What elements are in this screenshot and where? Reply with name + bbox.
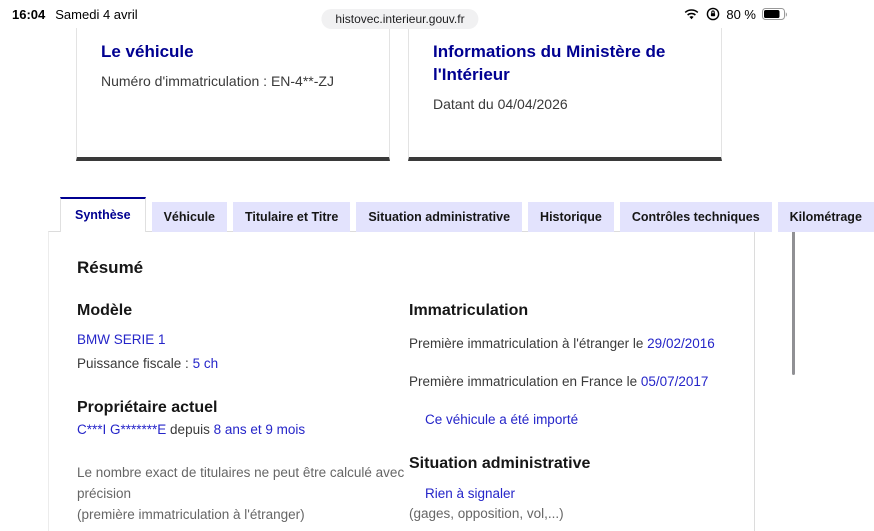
owner-since-value: 8 ans et 9 mois bbox=[213, 422, 306, 437]
vehicle-card bbox=[76, 28, 390, 161]
tab-synthese[interactable]: Synthèse bbox=[60, 197, 146, 232]
admin-status-note: (gages, opposition, vol,...) bbox=[409, 506, 564, 521]
first-registration-france-date: 05/07/2017 bbox=[640, 374, 709, 389]
fiscal-power-line bbox=[77, 356, 409, 371]
report-date: Datant du 04/04/2026 bbox=[433, 95, 568, 112]
rotation-lock-icon bbox=[706, 7, 720, 21]
browser-url-pill[interactable]: histovec.interieur.gouv.fr bbox=[321, 9, 478, 29]
imported-vehicle-link[interactable]: Ce véhicule a été importé bbox=[425, 412, 579, 427]
first-registration-abroad-label: Première immatriculation à l'étranger le bbox=[409, 336, 648, 351]
panel-title: Résumé bbox=[77, 258, 144, 277]
page-scrollbar[interactable] bbox=[792, 220, 795, 375]
first-registration-abroad-line bbox=[409, 336, 724, 351]
ministry-card-title: Informations du Ministère de l'Intérieur bbox=[433, 42, 666, 84]
admin-status-link[interactable]: Rien à signaler bbox=[425, 486, 516, 501]
tab-situation-administrative[interactable]: Situation administrative bbox=[356, 202, 522, 232]
first-registration-france-line bbox=[409, 374, 724, 389]
owner-count-note-paren: (première immatriculation à l'étranger) bbox=[77, 506, 305, 522]
tab-vehicule[interactable]: Véhicule bbox=[152, 202, 227, 232]
first-registration-france-label: Première immatriculation en France le bbox=[409, 374, 641, 389]
owner-count-note-text: Le nombre exact de titulaires ne peut être calculé avec précision bbox=[77, 465, 405, 501]
wifi-icon bbox=[683, 8, 700, 21]
admin-status-line bbox=[409, 486, 724, 501]
clock-date: Samedi 4 avril bbox=[55, 6, 138, 22]
tab-kilometrage[interactable]: Kilométrage bbox=[778, 202, 874, 232]
fiscal-power-label: Puissance fiscale : bbox=[77, 356, 193, 371]
clock-time: 16:04 bbox=[12, 6, 46, 22]
tab-historique[interactable]: Historique bbox=[528, 202, 614, 232]
summary-cards-row bbox=[0, 28, 800, 161]
admin-status-heading: Situation administrative bbox=[409, 455, 591, 472]
ministry-info-card bbox=[408, 28, 722, 161]
battery-percent: 80 % bbox=[726, 6, 756, 22]
tab-titulaire-et-titre[interactable]: Titulaire et Titre bbox=[233, 202, 350, 232]
fiscal-power-value: 5 ch bbox=[192, 356, 219, 371]
imported-vehicle-line bbox=[409, 412, 724, 427]
left-column bbox=[77, 302, 409, 526]
registration-number: Numéro d'immatriculation : EN-4**-ZJ bbox=[101, 72, 334, 89]
vehicle-card-title: Le véhicule bbox=[101, 42, 194, 61]
status-bar bbox=[0, 0, 800, 28]
owner-heading: Propriétaire actuel bbox=[77, 399, 218, 416]
tab-strip bbox=[48, 197, 862, 232]
registration-heading: Immatriculation bbox=[409, 302, 529, 319]
tab-controles-techniques[interactable]: Contrôles techniques bbox=[620, 202, 772, 232]
right-column bbox=[409, 302, 754, 526]
owner-line bbox=[77, 422, 409, 437]
synthese-panel bbox=[48, 231, 755, 531]
battery-icon bbox=[762, 8, 788, 21]
model-link[interactable]: BMW SERIE 1 bbox=[77, 332, 166, 347]
owner-name: C***I G*******E bbox=[77, 422, 167, 437]
first-registration-abroad-date: 29/02/2016 bbox=[647, 336, 715, 351]
owner-since-label: depuis bbox=[166, 422, 214, 437]
model-heading: Modèle bbox=[77, 302, 133, 319]
owner-count-note bbox=[77, 463, 407, 526]
